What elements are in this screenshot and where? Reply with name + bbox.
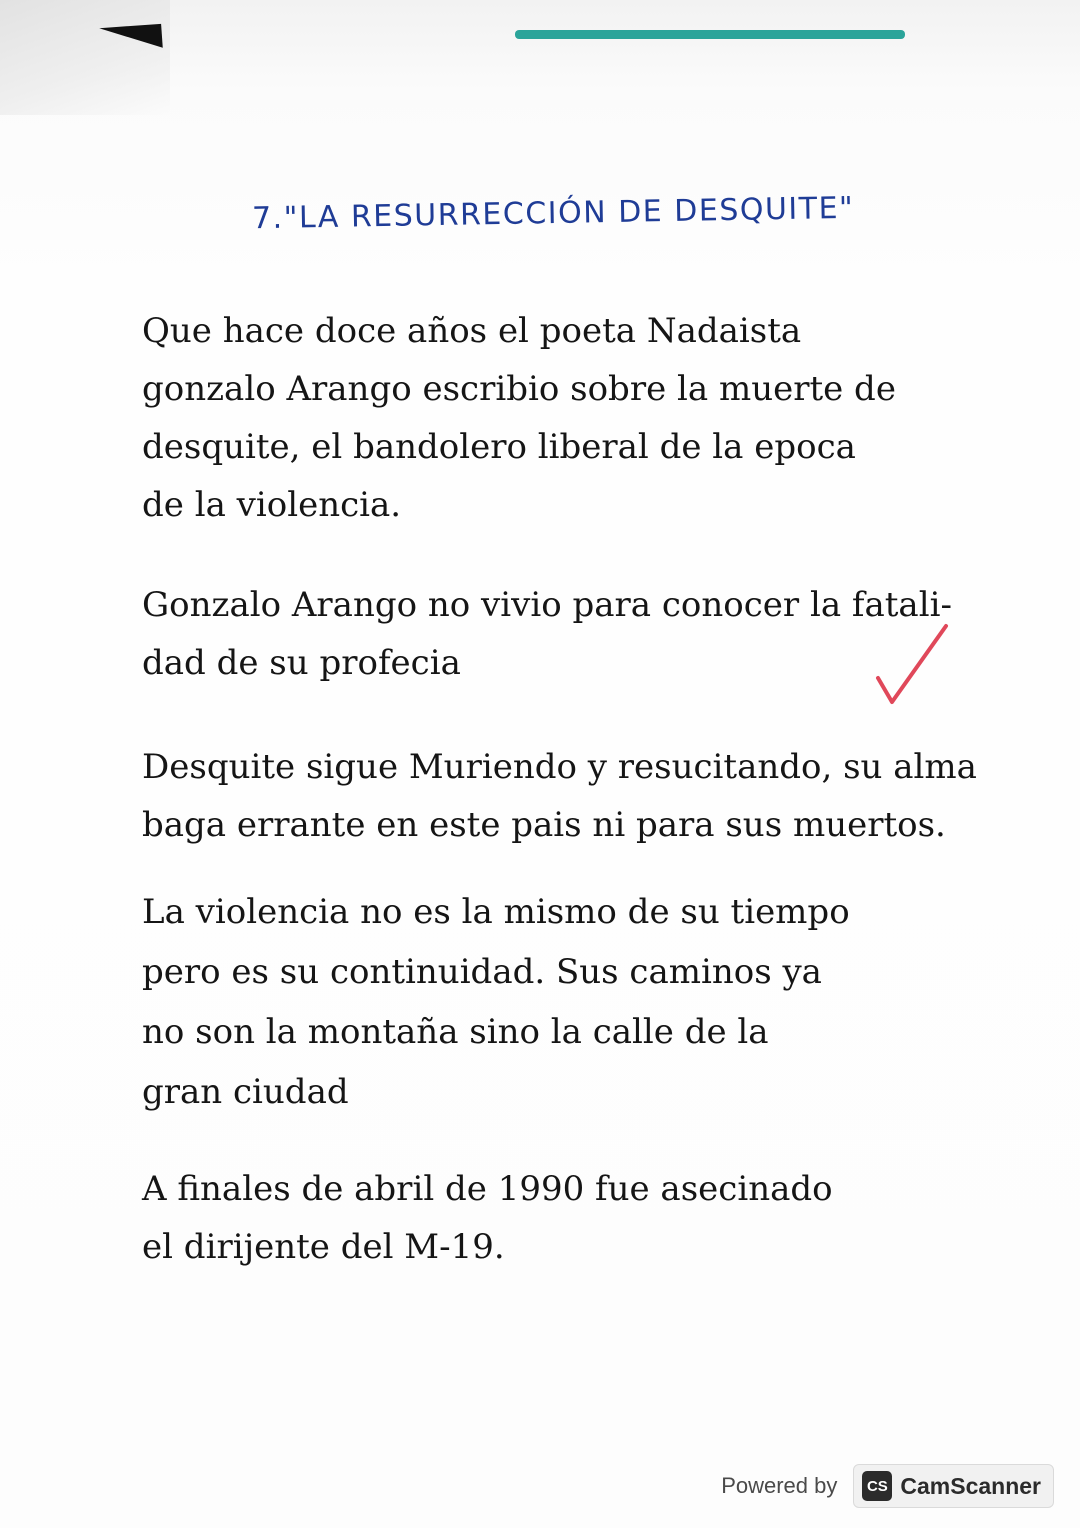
paragraph-5 xyxy=(142,1160,833,1276)
paragraph-3 xyxy=(142,738,977,854)
text-line: Desquite sigue Muriendo y resucitando, su alma xyxy=(142,747,977,787)
text-line: dad de su profecia xyxy=(142,643,461,683)
camscanner-logo-icon: CS xyxy=(862,1471,892,1501)
text-line: el dirijente del M-19. xyxy=(142,1227,505,1267)
text-line: desquite, el bandolero liberal de la epoca xyxy=(142,427,856,467)
text-line: pero es su continuidad. Sus caminos ya xyxy=(142,952,822,992)
text-line: A finales de abril de 1990 fue asecinado xyxy=(142,1169,833,1209)
text-line: baga errante en este pais ni para sus muertos. xyxy=(142,805,946,845)
check-mark-icon xyxy=(872,620,952,710)
top-color-band xyxy=(515,30,905,39)
paragraph-4 xyxy=(142,882,850,1122)
page-corner-shadow xyxy=(0,0,170,115)
text-line: Que hace doce años el poeta Nadaista xyxy=(142,311,802,351)
text-line: Gonzalo Arango no vivio para conocer la fatali- xyxy=(142,585,952,625)
camscanner-badge xyxy=(853,1464,1054,1508)
text-line: gonzalo Arango escribio sobre la muerte de xyxy=(142,369,896,409)
text-line: de la violencia. xyxy=(142,485,402,525)
text-line: no son la montaña sino la calle de la xyxy=(142,1012,769,1052)
camscanner-name: CamScanner xyxy=(900,1472,1041,1499)
powered-by-label: Powered by xyxy=(721,1473,838,1498)
paragraph-1 xyxy=(142,302,896,534)
camscanner-watermark xyxy=(721,1464,1054,1508)
text-line: gran ciudad xyxy=(142,1072,349,1112)
text-line: La violencia no es la mismo de su tiempo xyxy=(142,892,850,932)
document-title: 7."LA RESURRECCIÓN DE DESQUITE" xyxy=(251,190,855,237)
paragraph-2 xyxy=(142,576,952,692)
page-corner-fold xyxy=(99,24,163,52)
